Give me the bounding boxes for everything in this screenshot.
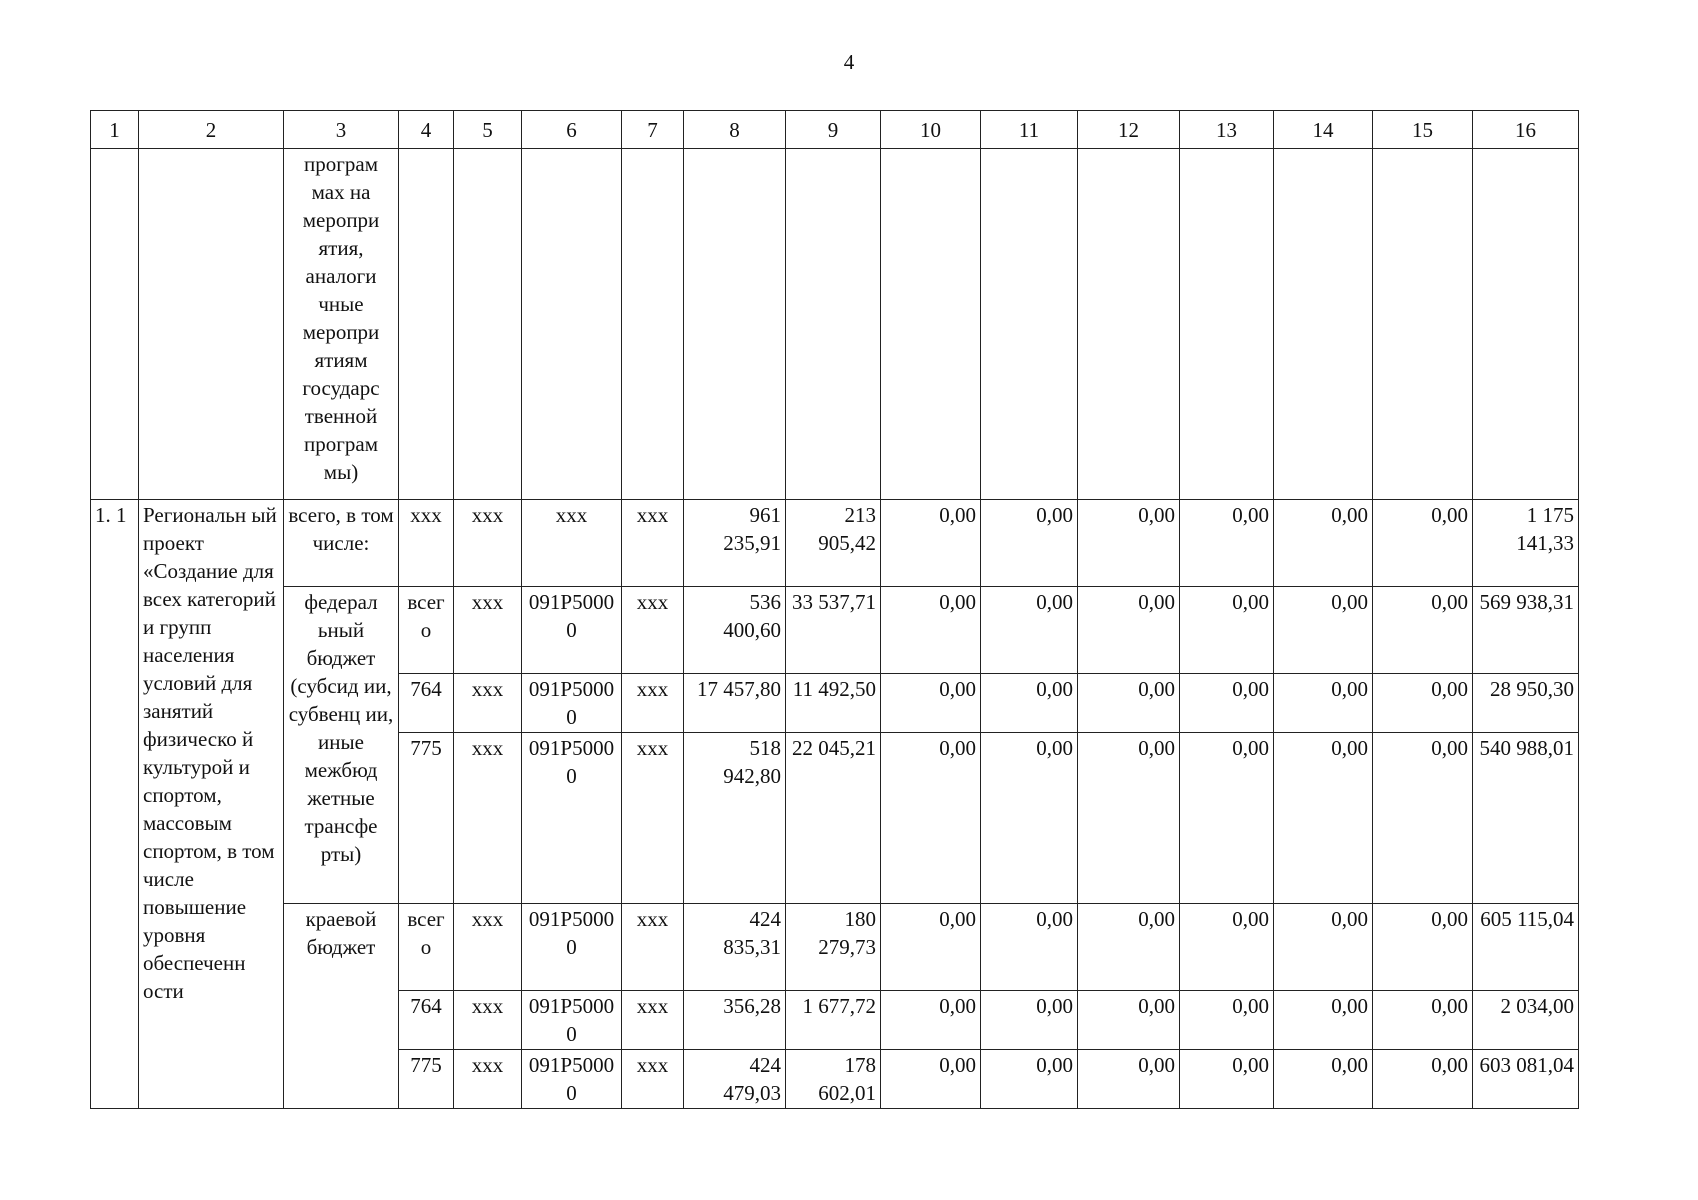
column-header: 5	[454, 111, 522, 149]
project-name-cell: Региональн ый проект «Создание для всех категорий и групп населения условий для занятий физическо й культурой и спортом, массовым спортом, в том числе повышение уровня обеспеченн ости	[139, 500, 284, 1109]
column-header: 14	[1274, 111, 1373, 149]
cell-col4: 775	[399, 733, 454, 904]
cell-col12: 0,00	[1078, 1050, 1180, 1109]
cell-col10: 0,00	[881, 1050, 981, 1109]
table-cell	[622, 149, 684, 500]
column-header: 16	[1473, 111, 1579, 149]
column-header: 13	[1180, 111, 1274, 149]
cell-col9: 11 492,50	[786, 674, 881, 733]
cell-col10: 0,00	[881, 587, 981, 674]
cell-col9: 178 602,01	[786, 1050, 881, 1109]
cell-col13: 0,00	[1180, 587, 1274, 674]
continuation-row	[91, 149, 1579, 500]
cell-col4: 764	[399, 991, 454, 1050]
table-cell	[1274, 149, 1373, 500]
cell-col9: 180 279,73	[786, 904, 881, 991]
cell-col5: xxx	[454, 904, 522, 991]
cell-col15: 0,00	[1373, 674, 1473, 733]
cell-col12: 0,00	[1078, 587, 1180, 674]
cell-col5: xxx	[454, 1050, 522, 1109]
cell-col6: 091P50000	[522, 904, 622, 991]
cell-col8: 424 835,31	[684, 904, 786, 991]
cell-col14: 0,00	[1274, 674, 1373, 733]
cell-col5: xxx	[454, 674, 522, 733]
cell-col15: 0,00	[1373, 904, 1473, 991]
cell-col6: 091P50000	[522, 674, 622, 733]
cell-col7: xxx	[622, 1050, 684, 1109]
cell-col13: 0,00	[1180, 991, 1274, 1050]
table-cell	[881, 149, 981, 500]
cell-col6: 091P50000	[522, 991, 622, 1050]
cell-col15: 0,00	[1373, 587, 1473, 674]
column-header: 2	[139, 111, 284, 149]
table-cell	[1373, 149, 1473, 500]
table-cell	[522, 149, 622, 500]
table-row	[91, 587, 1579, 674]
cell-col7: xxx	[622, 904, 684, 991]
table-cell	[454, 149, 522, 500]
cell-col6: 091P50000	[522, 1050, 622, 1109]
column-header: 7	[622, 111, 684, 149]
cell-col5: xxx	[454, 733, 522, 904]
cell-col4: всего	[399, 904, 454, 991]
table-row	[91, 500, 1579, 587]
cell-col11: 0,00	[981, 674, 1078, 733]
cell-col7: xxx	[622, 674, 684, 733]
cell-col13: 0,00	[1180, 733, 1274, 904]
cell-col16: 569 938,31	[1473, 587, 1579, 674]
column-header: 15	[1373, 111, 1473, 149]
cell-col14: 0,00	[1274, 587, 1373, 674]
cell-col12: 0,00	[1078, 904, 1180, 991]
table-cell	[1473, 149, 1579, 500]
cell-col15: 0,00	[1373, 500, 1473, 587]
cell-col6: xxx	[522, 500, 622, 587]
cell-col12: 0,00	[1078, 674, 1180, 733]
column-header: 9	[786, 111, 881, 149]
table-cell	[139, 149, 284, 500]
cell-col14: 0,00	[1274, 733, 1373, 904]
cell-col10: 0,00	[881, 674, 981, 733]
column-number-row	[91, 111, 1579, 149]
table-cell	[399, 149, 454, 500]
cell-col8: 536 400,60	[684, 587, 786, 674]
cell-col11: 0,00	[981, 991, 1078, 1050]
cell-col16: 28 950,30	[1473, 674, 1579, 733]
cell-col8: 518 942,80	[684, 733, 786, 904]
column-header: 6	[522, 111, 622, 149]
cell-col8: 356,28	[684, 991, 786, 1050]
cell-col8: 961 235,91	[684, 500, 786, 587]
cell-col5: xxx	[454, 587, 522, 674]
cell-col7: xxx	[622, 587, 684, 674]
cell-col7: xxx	[622, 500, 684, 587]
cell-col5: xxx	[454, 500, 522, 587]
table-cell	[684, 149, 786, 500]
cell-col10: 0,00	[881, 991, 981, 1050]
cell-col12: 0,00	[1078, 991, 1180, 1050]
cell-col11: 0,00	[981, 904, 1078, 991]
budget-table	[90, 110, 1579, 1109]
table-row	[91, 904, 1579, 991]
cell-col11: 0,00	[981, 587, 1078, 674]
cell-col9: 33 537,71	[786, 587, 881, 674]
column-header: 12	[1078, 111, 1180, 149]
cell-col9: 213 905,42	[786, 500, 881, 587]
project-number-cell: 1. 1	[91, 500, 139, 1109]
table-cell	[91, 149, 139, 500]
cell-col12: 0,00	[1078, 733, 1180, 904]
cell-col16: 605 115,04	[1473, 904, 1579, 991]
table-cell	[981, 149, 1078, 500]
cell-col4: 775	[399, 1050, 454, 1109]
cell-col8: 17 457,80	[684, 674, 786, 733]
table-cell	[1180, 149, 1274, 500]
cell-col13: 0,00	[1180, 674, 1274, 733]
cell-col13: 0,00	[1180, 500, 1274, 587]
cell-col11: 0,00	[981, 500, 1078, 587]
cell-col6: 091P50000	[522, 733, 622, 904]
cell-col16: 2 034,00	[1473, 991, 1579, 1050]
cell-col14: 0,00	[1274, 500, 1373, 587]
cell-col12: 0,00	[1078, 500, 1180, 587]
cell-col14: 0,00	[1274, 1050, 1373, 1109]
cell-col16: 1 175 141,33	[1473, 500, 1579, 587]
cell-col15: 0,00	[1373, 1050, 1473, 1109]
cell-col9: 1 677,72	[786, 991, 881, 1050]
cell-col7: xxx	[622, 991, 684, 1050]
cell-col10: 0,00	[881, 904, 981, 991]
column-header: 10	[881, 111, 981, 149]
table-cell	[786, 149, 881, 500]
cell-col16: 540 988,01	[1473, 733, 1579, 904]
cell-col13: 0,00	[1180, 1050, 1274, 1109]
column-header: 11	[981, 111, 1078, 149]
cell-col4: 764	[399, 674, 454, 733]
table-cell	[1078, 149, 1180, 500]
source-total-cell: всего, в том числе:	[284, 500, 399, 587]
cell-col4: всего	[399, 587, 454, 674]
source-continuation-cell: програм мах на меропри ятия, аналоги чные меропри ятиям государс твенной програм мы)	[284, 149, 399, 500]
column-header: 4	[399, 111, 454, 149]
cell-col15: 0,00	[1373, 991, 1473, 1050]
source-regional-cell: краевой бюджет	[284, 904, 399, 1109]
cell-col14: 0,00	[1274, 904, 1373, 991]
page-number: 4	[843, 50, 855, 74]
source-federal-cell: федерал ьный бюджет (субсид ии, субвенц ии, иные межбюд жетные трансфе рты)	[284, 587, 399, 904]
cell-col6: 091P50000	[522, 587, 622, 674]
cell-col8: 424 479,03	[684, 1050, 786, 1109]
cell-col10: 0,00	[881, 733, 981, 904]
column-header: 8	[684, 111, 786, 149]
cell-col5: xxx	[454, 991, 522, 1050]
cell-col4: xxx	[399, 500, 454, 587]
cell-col9: 22 045,21	[786, 733, 881, 904]
cell-col16: 603 081,04	[1473, 1050, 1579, 1109]
cell-col14: 0,00	[1274, 991, 1373, 1050]
cell-col13: 0,00	[1180, 904, 1274, 991]
cell-col11: 0,00	[981, 1050, 1078, 1109]
cell-col11: 0,00	[981, 733, 1078, 904]
cell-col7: xxx	[622, 733, 684, 904]
cell-col15: 0,00	[1373, 733, 1473, 904]
column-header: 3	[284, 111, 399, 149]
column-header: 1	[91, 111, 139, 149]
cell-col10: 0,00	[881, 500, 981, 587]
